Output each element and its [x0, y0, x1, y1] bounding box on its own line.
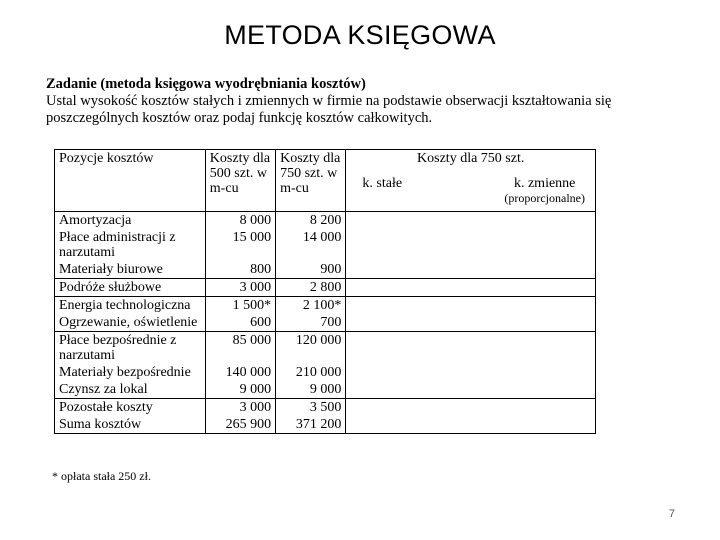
table-footnote: * opłata stała 250 zł. — [52, 469, 151, 483]
row-cost-750: 9 000 — [276, 381, 346, 399]
table-row — [55, 297, 596, 315]
row-name: Ogrzewanie, oświetlenie — [55, 314, 206, 332]
row-name: Czynsz za lokal — [55, 381, 206, 399]
row-split-750 — [346, 261, 596, 279]
row-cost-750: 210 000 — [276, 364, 346, 381]
row-cost-500: 265 900 — [205, 416, 275, 434]
row-split-750 — [346, 279, 596, 297]
row-cost-500: 800 — [205, 261, 275, 279]
row-cost-750: 900 — [276, 261, 346, 279]
row-split-750 — [346, 381, 596, 399]
slide-title: METODA KSIĘGOWA — [224, 20, 496, 50]
cost-table — [54, 149, 596, 434]
table-row — [55, 314, 596, 332]
table-row — [55, 364, 596, 381]
table-row — [55, 332, 596, 365]
task-text: Ustal wysokość kosztów stałych i zmiennych w firmie na podstawie obserwacji kształtowania się poszczególnych kosztów oraz podaj funkcję kosztów całkowitych. — [46, 93, 612, 126]
row-cost-500: 85 000 — [205, 332, 275, 365]
row-cost-500: 140 000 — [205, 364, 275, 381]
task-description — [46, 76, 666, 127]
row-name: Płace bezpośrednie z narzutami — [55, 332, 206, 365]
row-name: Energia technologiczna — [55, 297, 206, 315]
row-cost-750: 3 500 — [276, 399, 346, 417]
row-name: Materiały biurowe — [55, 261, 206, 279]
table-row — [55, 399, 596, 417]
page-number: 7 — [668, 508, 675, 520]
row-split-750 — [346, 416, 596, 434]
header-costs-500: Koszty dla 500 szt. w m-cu — [205, 150, 275, 212]
row-cost-750: 700 — [276, 314, 346, 332]
task-heading: Zadanie (metoda księgowa wyodrębniania kosztów) — [46, 76, 366, 92]
row-name: Amortyzacja — [55, 212, 206, 230]
header-group-750: Koszty dla 750 szt. — [417, 151, 525, 166]
row-cost-500: 600 — [205, 314, 275, 332]
row-name: Podróże służbowe — [55, 279, 206, 297]
header-fixed-costs: k. stałe — [362, 176, 403, 191]
row-cost-750: 2 800 — [276, 279, 346, 297]
row-cost-500: 15 000 — [205, 229, 275, 261]
table-row — [55, 279, 596, 297]
table-row-total — [55, 416, 596, 434]
header-variable-note: (proporcjonalne) — [504, 191, 585, 205]
row-cost-500: 3 000 — [205, 399, 275, 417]
row-name: Materiały bezpośrednie — [55, 364, 206, 381]
row-cost-750: 14 000 — [276, 229, 346, 261]
row-split-750 — [346, 332, 596, 365]
table-row — [55, 381, 596, 399]
row-split-750 — [346, 297, 596, 315]
row-split-750 — [346, 212, 596, 230]
row-cost-750: 120 000 — [276, 332, 346, 365]
row-name: Płace administracji z narzutami — [55, 229, 206, 261]
row-name: Pozostałe koszty — [55, 399, 206, 417]
row-cost-750: 371 200 — [276, 416, 346, 434]
row-cost-500: 1 500* — [205, 297, 275, 315]
row-split-750 — [346, 229, 596, 261]
row-name: Suma kosztów — [55, 416, 206, 434]
row-cost-500: 9 000 — [205, 381, 275, 399]
row-cost-500: 3 000 — [205, 279, 275, 297]
row-cost-750: 2 100* — [276, 297, 346, 315]
table-row — [55, 261, 596, 279]
table-row — [55, 229, 596, 261]
row-split-750 — [346, 364, 596, 381]
row-cost-750: 8 200 — [276, 212, 346, 230]
row-cost-500: 8 000 — [205, 212, 275, 230]
header-cost-items: Pozycje kosztów — [55, 150, 206, 212]
header-variable-costs: k. zmienne — [513, 176, 576, 191]
table-row — [55, 212, 596, 230]
header-costs-750: Koszty dla 750 szt. w m-cu — [276, 150, 346, 212]
row-split-750 — [346, 314, 596, 332]
header-costs-750-split — [346, 150, 596, 212]
row-split-750 — [346, 399, 596, 417]
